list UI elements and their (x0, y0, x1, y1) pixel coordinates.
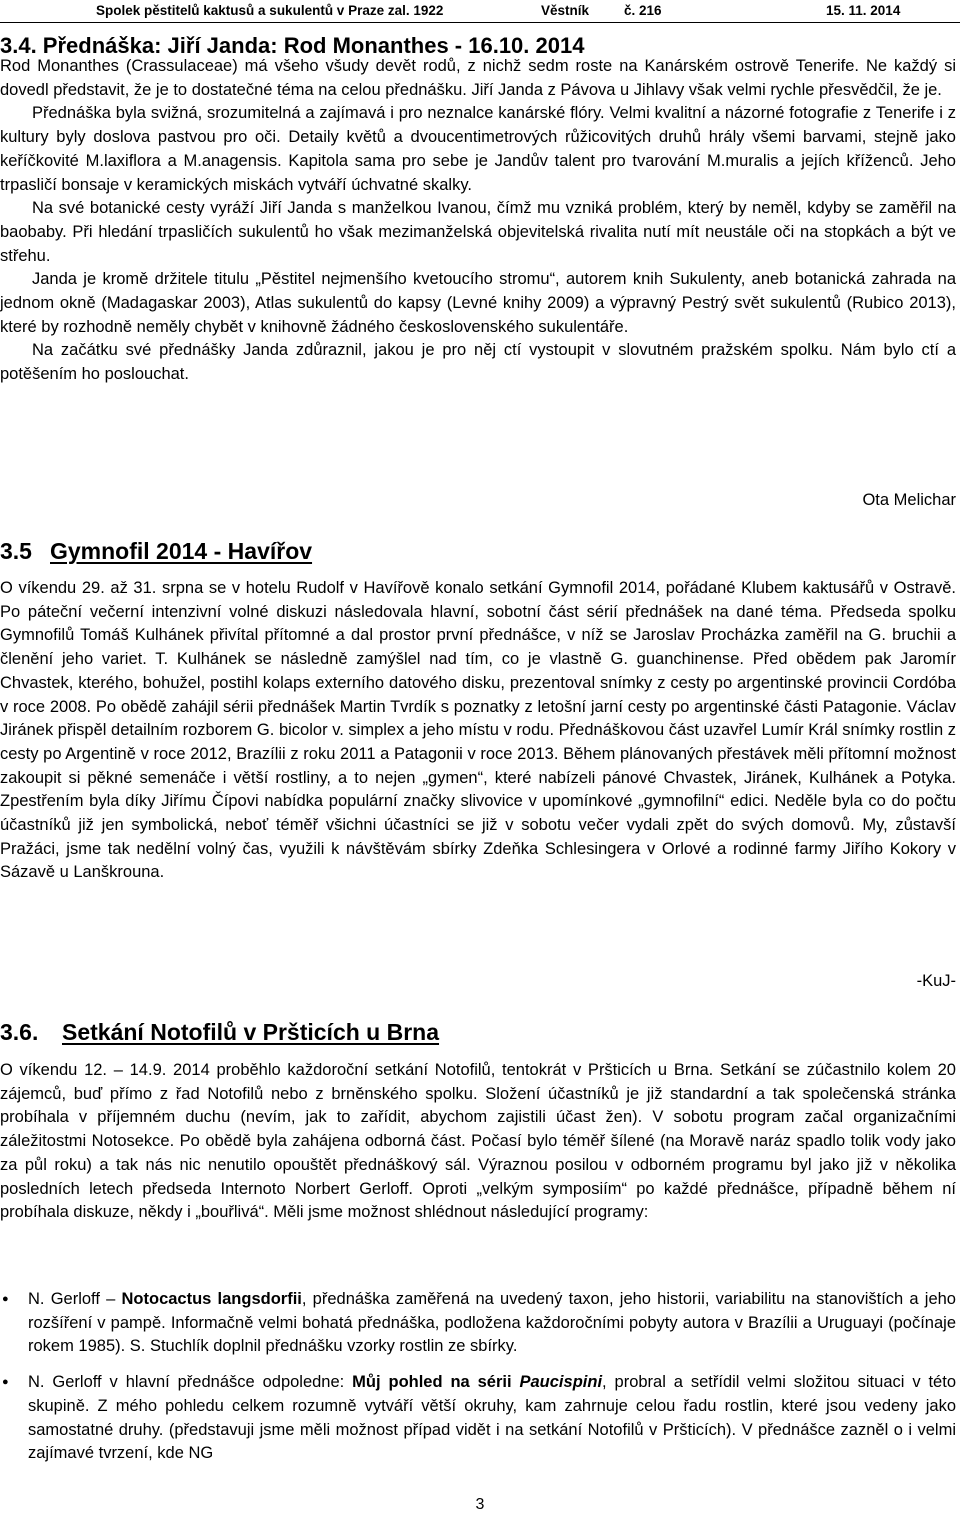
page-header (0, 0, 960, 23)
section-number: 3.6. (0, 1019, 39, 1045)
bullet-lead: N. Gerloff – (28, 1290, 116, 1308)
section-number: 3.5 (0, 538, 32, 564)
bullet-bold: Notocactus langsdorfii (121, 1290, 302, 1308)
paragraph: Janda je kromě držitele titulu „Pěstitel nejmenšího kvetoucího stromu“, autorem knih Sukulenty, aneb botanická zahrada na jednom okně (Madagaskar 2003), Atlas sukulentů do kapsy (Levné knihy 2009) a výpravný Pestrý svět sukulentů (Rubico 2013), které by rozhodně neměly chybět v knihovně žádného československého sukulentáře. (0, 270, 956, 336)
section-3-6-title (0, 1019, 439, 1046)
paragraph: O víkendu 29. až 31. srpna se v hotelu Rudolf v Havířově konalo setkání Gymnofil 2014, pořádané Klubem kaktusářů v Ostravě. Po páteční večerní intenzivní volné diskuzi následovala hlavní, sobotní část sérií přednášek na dané téma. Předseda spolku Gymnofilů Tomáš Kulhánek přivítal přítomné a dal prostor první přednášce, v níž se Jaroslav Procházka zaměřil na G. bruchii a členění jeho variet. T. Kulhánek se následně zamýšlel nad tím, co je vlastně G. guanchinense. Před obědem pak Jaromír Chvastek, kterého, bohužel, postihl kolaps externího datového disku, prezentoval snímky z cesty po argentinské provincii Cordóba v roce 2008. Po obědě zahájil sérii přednášek Martin Tvrdík s poznatky z letošní jarní cesty po argentinské části Patagonie. Václav Jiránek přispěl detailním rozborem G. bicolor v. simplex a jeho místu v rodu. Přednáškovou část uzavřel Lumír Král snímky rostlin z cesty po Argentině v roce 2012, Brazílii z roku 2011 a Patagonii v roce 2013. Během plánovaných přestávek měli přítomní možnost zakoupit si pěkné semenáče i větší rostliny, a to nejen „gymen“, které nabízeli pánové Chvastek, Jiránek, Kulhánek a Potyka. Zpestřením byla díky Jiřímu Čípovi nabídka populární značky slivovice v upomínkové „gymnofilní“ edici. Neděle byla co do počtu účastníků již jen symbolická, neboť téměř všichni účastníci se již v sobotu večer vydali zpět do svých domovů. My, zůstavší Pražáci, jsme tak nedělní volný čas, využili k návštěvám sbírky Zdeňka Schlesingera v Orlové a rodinné farmy Jiřího Kokory v Sázavě u Lanškrouna. (0, 579, 956, 882)
bullet-text: , přednáška zaměřená na uvedený taxon, jeho historii, variabilitu na stanovištích a jeho rozšíření v pampě. Informačně velmi bohatá přednáška, podložena každoročními pobyty autora v Brazílii a Uruguayi (počínaje rokem 1985). S. Stuchlík doplnil přednášku vzorky rostlin ze sbírky. (28, 1290, 956, 1356)
bullet-text: , probral a setřídil velmi složitou situaci v této skupině. Z mého pohledu celkem rozumně vytváří větší okruhy, kam zahrnuje celou řadu rostlin, které jsou vedeny jako samostatné druhy. (představuji jsme měli možnost případ vidět i na setkání Notofilů v Pršticích). V přednášce zazněl o i velmi zajímavé tvrzení, kde NG (28, 1373, 956, 1463)
section-3-6-body (0, 1059, 956, 1225)
paragraph: O víkendu 12. – 14.9. 2014 proběhlo každoroční setkání Notofilů, tentokrát v Pršticích u Brna. Setkání se zúčastnilo kolem 20 zájemců, buď přímo z řad Notofilů nebo z brněnského spolku. Složení účastníků je již standardní a tak společenská stránka probíhala v příjemném duchu (nevím, jak to zařídit, abychom zajistili účast žen). V sobotu program začal organizačními záležitostmi Notosekce. Po obědě byla zahájena odborná část. Počasí bylo téměř šílené (na Moravě naráz spadlo tolik vody jako za půl roku) a tak nás nic nenutilo opouštět přednáškový sál. Výraznou posilou v odborném programu byl jako již v několika posledních letech předseda Internoto Norbert Gerloff. Oproti „velkým symposiím“ po každé přednášce, případně během ní probíhala diskuze, někdy i „bouřlivá“. Měli jsme možnost shlédnout následující programy: (0, 1061, 956, 1222)
bullet-bold: Můj pohled na sérii (352, 1373, 512, 1392)
bullet-lead: N. Gerloff v hlavní přednášce odpoledne: (28, 1373, 345, 1392)
author-signature: Ota Melichar (862, 491, 956, 509)
section-3-4-body (0, 55, 956, 387)
header-magazine: Věstník (541, 3, 590, 18)
bullet-bold-italic: Paucispini (519, 1373, 603, 1392)
page-number: 3 (475, 1496, 485, 1513)
paragraph: Přednáška byla svižná, srozumitelná a zajímavá i pro neznalce kanárské flóry. Velmi kvalitní a názorné fotografie z Tenerife i z kultury byly doslova pastvou pro oči. Detaily květů a dvoucentimetrových růžicovitých druhů hrály všemi barvami, stejně jako keříčkovité M.laxiflora a M.anagensis. Kapitola sama pro sebe je Jandův talent pro tvarování M.muralis a jejích kříženců. Jeho trpasličí bonsaje v keramických miskách vytváří úchvatné skalky. (0, 104, 956, 194)
list-item (0, 1288, 956, 1359)
section-heading-text: Setkání Notofilů v Pršticích u Brna (62, 1019, 440, 1045)
header-issue: č. 216 (624, 3, 662, 18)
header-date: 15. 11. 2014 (826, 3, 901, 18)
paragraph: Rod Monanthes (Crassulaceae) má všeho všudy devět rodů, z nichž sedm roste na Kanárském ostrově Tenerife. Ne každý si dovedl představit, že je to dostatečné téma na celou přednášku. Jiří Janda z Pávova u Jihlavy však velmi rychle přesvědčil, že je. (0, 57, 956, 99)
section-3-4-title: 3.4. Přednáška: Jiří Janda: Rod Monanthes - 16.10. 2014 (0, 33, 585, 58)
paragraph: Na začátku své přednášky Janda zdůraznil, jakou je pro něj ctí vystoupit v slovutném pražském spolku. Nám bylo ctí a potěšením ho poslouchat. (0, 341, 956, 384)
program-list (0, 1288, 956, 1478)
section-3-5-title (0, 538, 312, 565)
paragraph: Na své botanické cesty vyráží Jiří Janda s manželkou Ivanou, čímž mu vzniká problém, který by neměl, kdyby se zaměřil na baobaby. Při hledání trpasličích sukulentů ho však mezimanželská objevitelská rivalita nutí mít neustále oči na stopkách a být ve střehu. (0, 199, 956, 265)
author-signature: -KuJ- (916, 972, 956, 990)
section-heading-text: Gymnofil 2014 - Havířov (50, 538, 313, 564)
section-3-5-body (0, 577, 956, 885)
list-item (0, 1371, 956, 1466)
header-club-name: Spolek pěstitelů kaktusů a sukulentů v Praze zal. 1922 (96, 3, 444, 18)
